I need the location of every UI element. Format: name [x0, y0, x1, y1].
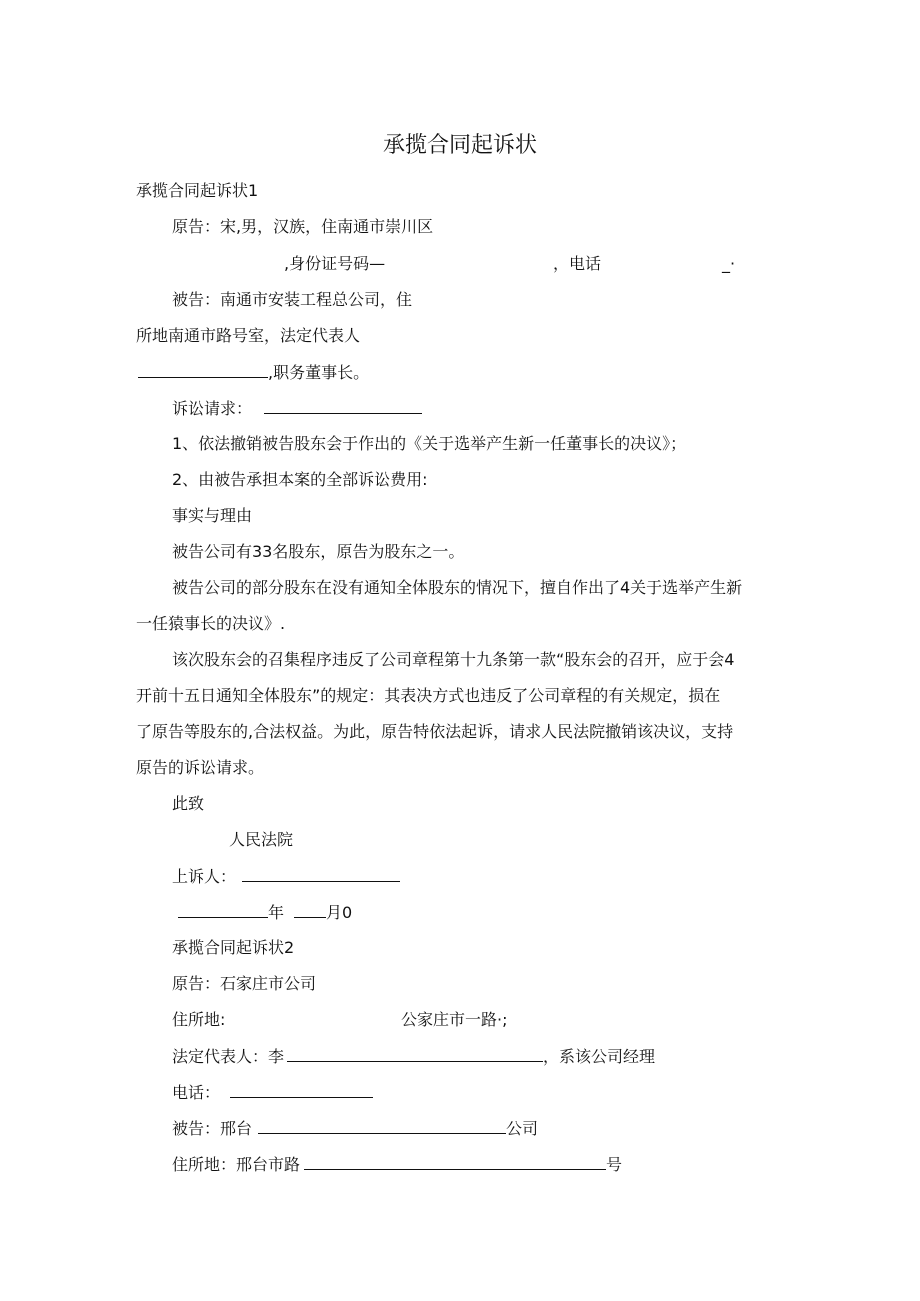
- fact-3-line-4: 原告的诉讼请求。: [136, 758, 265, 777]
- defendant-2-tail: 公司: [506, 1119, 539, 1138]
- fact-1: 被告公司有33名股东，原告为股东之一。: [172, 542, 465, 561]
- phone-2-label: 电话：: [172, 1083, 221, 1102]
- plaintiff-line: 原告：宋,男，汉族，住南通市崇川区: [172, 217, 434, 236]
- fact-2-line-1: 被告公司的部分股东在没有通知全体股东的情况下，擅自作出了4关于选举产生新: [172, 578, 743, 597]
- position-text: ,职务董事长。: [268, 363, 370, 382]
- year-label: 年: [268, 903, 285, 922]
- claim-2: 2、由被告承担本案的全部诉讼费用:: [172, 470, 428, 489]
- fact-3-line-3: 了原告等股东的,合法权益。为此，原告特依法起诉，请求人民法院撤销该决议，支持: [136, 722, 734, 741]
- address-2-blank: [304, 1153, 606, 1170]
- month-day-label: 月0: [326, 903, 353, 922]
- section-2-heading: 承揽合同起诉状2: [172, 938, 295, 957]
- legal-rep-line: [172, 1045, 655, 1068]
- fact-3-line-2: 开前十五日通知全体股东”的规定：其表决方式也违反了公司章程的有关规定，损在: [136, 686, 721, 705]
- position-line: [138, 361, 369, 384]
- legal-rep-tail: ，系该公司经理: [543, 1047, 656, 1066]
- salutation: 此致: [172, 794, 205, 813]
- address-line: 所地南通市路号室，法定代表人: [136, 326, 361, 345]
- legal-rep-label: 法定代表人：李: [172, 1047, 285, 1066]
- representative-blank: [138, 361, 268, 378]
- month-blank: [294, 901, 326, 918]
- document-title: 承揽合同起诉状: [382, 133, 537, 158]
- address-2-tail: 号: [606, 1155, 623, 1174]
- phone-label: ，电话: [553, 254, 602, 273]
- phone-2-blank: [230, 1081, 373, 1098]
- claims-blank: [264, 397, 422, 414]
- facts-heading: 事实与理由: [172, 506, 253, 525]
- defendant-2-blank: [258, 1117, 506, 1134]
- court-name: 人民法院: [229, 830, 294, 849]
- appellant-line: [172, 865, 400, 888]
- appellant-blank: [242, 865, 400, 882]
- phone-tail: _·: [722, 254, 736, 273]
- claims-label: 诉讼请求：: [172, 399, 253, 418]
- residence-label: 住所地:: [172, 1010, 226, 1029]
- fact-3-line-1: 该次股东会的召集程序违反了公司章程第十九条第一款“股东会的召开，应于会4: [172, 650, 735, 669]
- defendant-2-line: [172, 1117, 538, 1140]
- phone-2-line: [172, 1081, 373, 1104]
- appellant-label: 上诉人：: [172, 867, 237, 886]
- year-blank: [178, 901, 268, 918]
- address-2-label: 住所地：邢台市路: [172, 1155, 301, 1174]
- address-2-line: [172, 1153, 622, 1176]
- claim-1: 1、依法撤销被告股东会于作出的《关于选举产生新一任董事长的决议》；: [172, 434, 687, 453]
- residence-value: 公家庄市一路·;: [401, 1010, 508, 1029]
- fact-2-line-2: 一任猿事长的决议》.: [136, 614, 286, 633]
- claims-line: [172, 397, 422, 420]
- legal-rep-blank: [287, 1045, 543, 1062]
- plaintiff-2-line: 原告：石家庄市公司: [172, 974, 317, 993]
- id-label: ,身份证号码—: [284, 254, 386, 273]
- section-1-heading: 承揽合同起诉状1: [136, 181, 259, 200]
- defendant-line: 被告：南通市安装工程总公司，住: [172, 290, 413, 309]
- date-line: [178, 901, 352, 924]
- defendant-2-label: 被告：邢台: [172, 1119, 253, 1138]
